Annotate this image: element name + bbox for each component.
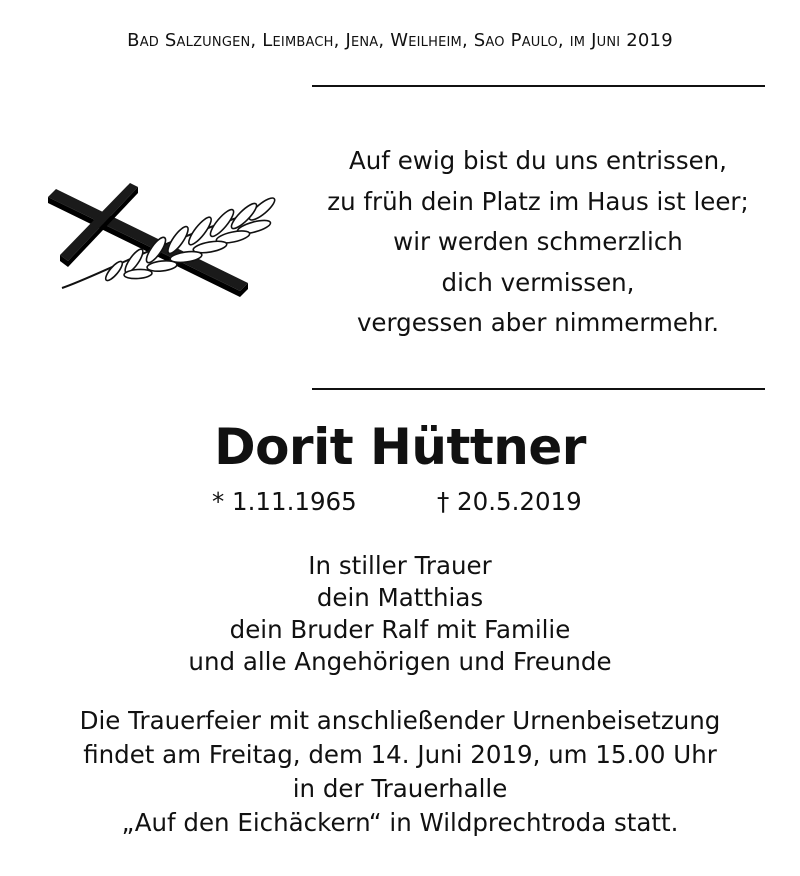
poem [300, 141, 776, 344]
mourner-line: dein Matthias [316, 583, 484, 612]
top-divider [312, 85, 765, 87]
mourner-line: und alle Angehörigen und Freunde [188, 647, 612, 676]
mourner-line: dein Bruder Ralf mit Familie [229, 615, 571, 644]
ceremony-line: in der Trauerhalle [292, 774, 508, 803]
ceremony-line: „Auf den Eichäckern“ in Wildprechtroda statt. [121, 808, 679, 837]
ceremony-notice [0, 704, 800, 840]
poem-line: vergessen aber nimmermehr. [356, 308, 720, 337]
places-text: Bad Salzungen, Leimbach, Jena, Weilheim, Sao Paulo, im Juni 2019 [127, 30, 673, 51]
cross-with-palm-branch-icon [30, 175, 285, 300]
places-and-date [0, 30, 800, 51]
poem-line: dich vermissen, [441, 267, 635, 297]
mourners [0, 550, 800, 678]
ceremony-line: Die Trauerfeier mit anschließender Urnenbeisetzung [79, 706, 721, 735]
death-date: † 20.5.2019 [437, 487, 582, 516]
poem-line: Auf ewig bist du uns entrissen, [349, 146, 727, 175]
poem-line: wir werden schmerzlich [393, 227, 683, 256]
poem-line: zu früh dein Platz im Haus ist leer; [327, 186, 749, 216]
mourner-line: In stiller Trauer [308, 551, 492, 580]
deceased-name: Dorit Hüttner [214, 418, 586, 476]
bottom-divider [312, 388, 765, 390]
ceremony-line: findet am Freitag, dem 14. Juni 2019, um 15.00 Uhr [83, 740, 717, 769]
birth-date: * 1.11.1965 [212, 487, 357, 516]
